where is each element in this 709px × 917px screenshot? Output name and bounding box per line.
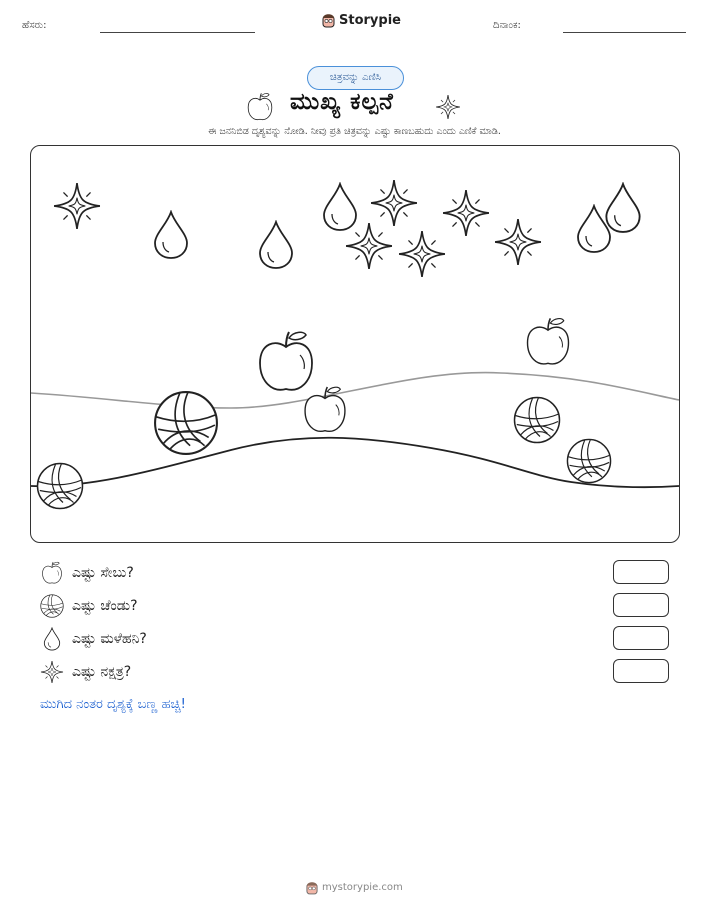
- site-url[interactable]: mystorypie.com: [322, 882, 403, 893]
- page-title: ಮುಖ್ಯ ಕಲ್ಪನೆ: [290, 89, 394, 115]
- brand-logo: [322, 12, 401, 28]
- apple-1: [260, 332, 312, 390]
- title-apple-icon: [246, 92, 274, 122]
- question-row-stars: [40, 660, 131, 684]
- apple-2: [528, 318, 569, 364]
- coloring-note: ಮುಗಿದ ನಂತರ ದೃಶ್ಯಕ್ಕೆ ಬಣ್ಣ ಹಚ್ಚಿ!: [40, 697, 186, 712]
- ball-1: [155, 392, 217, 454]
- date-line[interactable]: [563, 32, 686, 33]
- star-2: [371, 180, 417, 226]
- question-text: ಎಷ್ಟು ನಕ್ಷತ್ರ?: [72, 664, 132, 680]
- raindrop-2: [260, 222, 292, 268]
- title-star-icon: [435, 94, 461, 120]
- site-footer: [306, 880, 403, 895]
- mascot-icon: [306, 880, 318, 895]
- apple-icon: [40, 561, 64, 585]
- question-row-balls: [40, 594, 138, 618]
- ball-2: [515, 398, 560, 443]
- raindrop-4: [578, 206, 610, 252]
- back-hill-line: [31, 373, 679, 408]
- raindrop-icon: [40, 627, 64, 651]
- star-1: [54, 183, 100, 229]
- name-line[interactable]: [100, 32, 255, 33]
- answer-box-stars[interactable]: [613, 659, 669, 683]
- ball-4: [38, 464, 83, 509]
- question-text: ಎಷ್ಟು ಸೇಬು?: [72, 565, 134, 581]
- question-text: ಎಷ್ಟು ಚೆಂಡು?: [72, 598, 138, 614]
- star-5: [399, 231, 445, 277]
- ball-icon: [40, 594, 64, 618]
- question-text: ಎಷ್ಟು ಮಳೆಹನಿ?: [72, 631, 147, 647]
- star-6: [495, 219, 541, 265]
- activity-badge: ಚಿತ್ರವನ್ನು ಎಣಿಸಿ: [307, 66, 404, 90]
- star-icon: [40, 660, 64, 684]
- answer-box-raindrops[interactable]: [613, 626, 669, 650]
- answer-box-balls[interactable]: [613, 593, 669, 617]
- ball-3: [567, 439, 610, 482]
- raindrop-1: [155, 212, 187, 258]
- mascot-icon: [322, 12, 335, 28]
- star-4: [346, 223, 392, 269]
- answer-box-apples[interactable]: [613, 560, 669, 584]
- date-label: ದಿನಾಂಕ:: [493, 20, 521, 31]
- counting-scene: [30, 145, 680, 543]
- raindrop-3: [324, 184, 356, 230]
- instructions: ಈ ಜನನಿಬಿಡ ದೃಶ್ಯವನ್ನು ನೋಡಿ. ನೀವು ಪ್ರತಿ ಚಿತ್ರವನ್ನು ಎಷ್ಟು ಕಾಣಬಹುದು ಎಂದು ಎಣಿಕೆ ಮಾಡಿ.: [208, 126, 501, 137]
- star-3: [443, 190, 489, 236]
- question-row-apples: [40, 561, 134, 585]
- scene-artwork: [31, 146, 679, 542]
- name-label: ಹೆಸರು:: [22, 20, 47, 31]
- brand-name: Storypie: [339, 12, 401, 28]
- question-row-raindrops: [40, 627, 147, 651]
- raindrop-5: [606, 184, 639, 232]
